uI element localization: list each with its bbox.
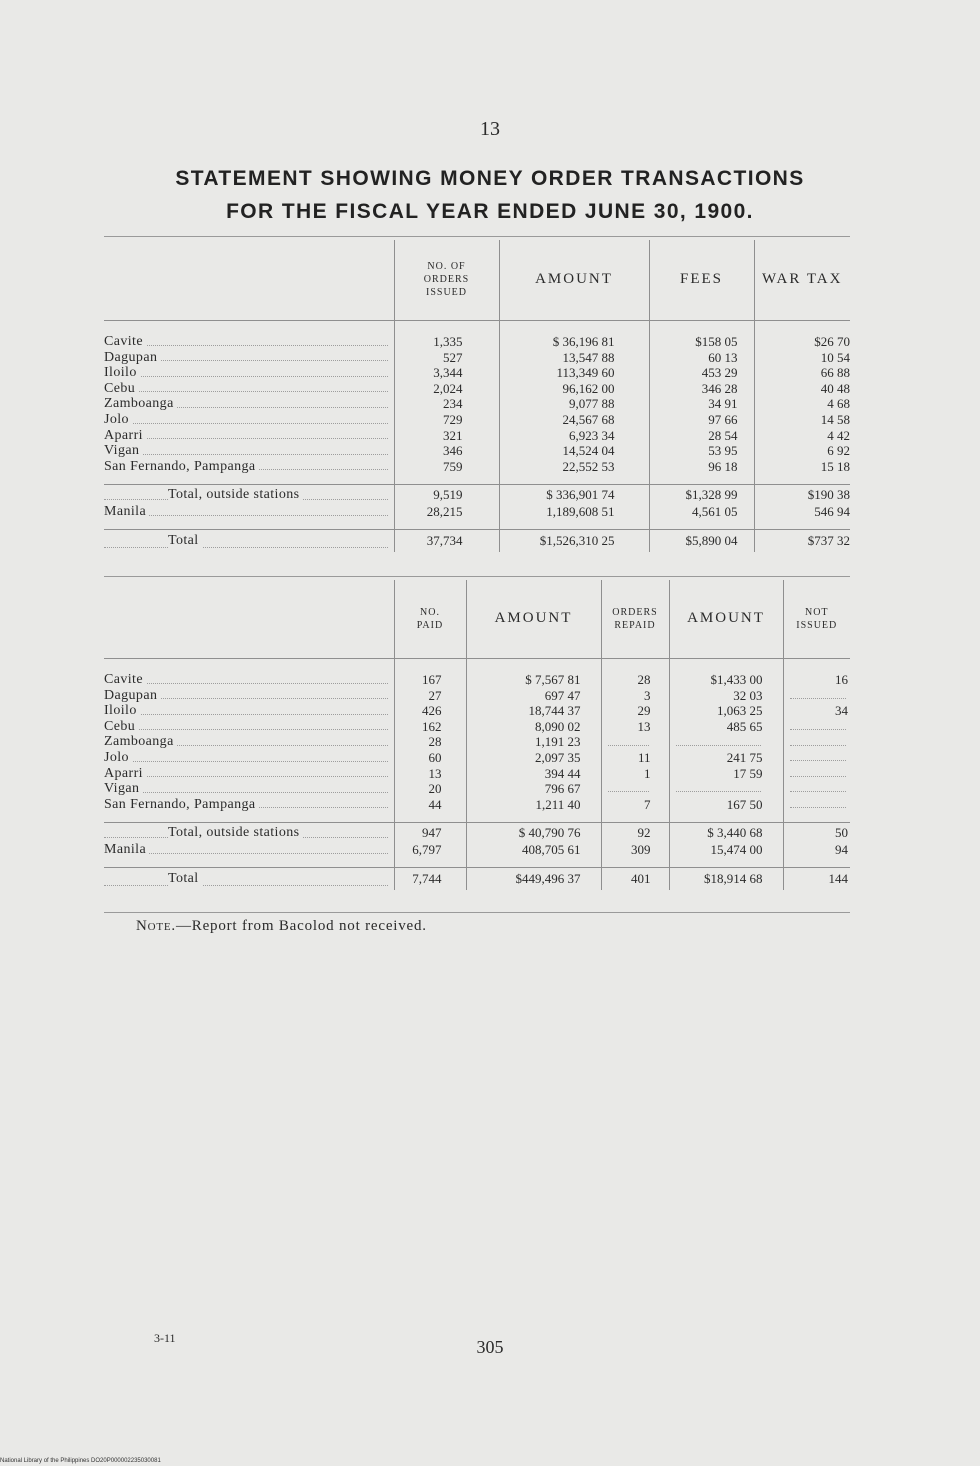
table-row: [104, 428, 850, 444]
station-name: Total: [168, 533, 202, 548]
header-repaid-amount: AMOUNT: [669, 580, 783, 658]
empty-dotted-cell: [608, 735, 649, 746]
not-issued-cell: 144: [783, 868, 850, 890]
fees-cell: 34 91: [649, 396, 754, 412]
orders-issued-cell: 9,519: [394, 484, 499, 504]
leader-dots: [104, 376, 388, 377]
signature-mark: 3-11: [154, 1331, 176, 1345]
war-tax-cell: 4 42: [754, 428, 850, 444]
station-name: Zamboanga: [104, 396, 177, 411]
war-tax-cell: 40 48: [754, 381, 850, 397]
amount-cell: 113,349 60: [499, 365, 649, 381]
station-name: San Fernando, Pampanga: [104, 797, 259, 812]
station-name-cell: [104, 868, 394, 890]
station-name: Aparri: [104, 428, 146, 443]
amount-cell: 14,524 04: [499, 443, 649, 459]
header-fees: FEES: [649, 240, 754, 320]
empty-dotted-cell: [790, 750, 847, 761]
table-row: [104, 781, 850, 797]
paid-count-cell: 426: [394, 703, 466, 719]
orders-issued-cell: 527: [394, 350, 499, 366]
station-name-cell: [104, 688, 394, 704]
money-orders-issued-table: [104, 240, 850, 552]
leader-dots: [104, 547, 388, 548]
paid-amount-cell: 18,744 37: [466, 703, 601, 719]
repaid-count-cell: 13: [601, 719, 669, 735]
station-name: Dagupan: [104, 688, 160, 703]
table2-stub-header: [104, 580, 394, 658]
leader-dots: [104, 438, 388, 439]
table-row: [104, 334, 850, 350]
station-name: Dagupan: [104, 350, 160, 365]
table1-stub-header: [104, 240, 394, 320]
war-tax-cell: 546 94: [754, 504, 850, 520]
table-row: [104, 719, 850, 735]
table-row: [104, 734, 850, 750]
paid-amount-cell: 1,211 40: [466, 797, 601, 813]
header-amount: AMOUNT: [499, 240, 649, 320]
station-name-cell: [104, 365, 394, 381]
orders-issued-cell: 729: [394, 412, 499, 428]
paid-count-cell: 28: [394, 734, 466, 750]
title-line-2: FOR THE FISCAL YEAR ENDED JUNE 30, 1900.: [226, 200, 754, 223]
amount-cell: 24,567 68: [499, 412, 649, 428]
repaid-amount-cell: $1,433 00: [669, 672, 783, 688]
not-issued-cell: 34: [783, 703, 850, 719]
fees-cell: 4,561 05: [649, 504, 754, 520]
table1-top-rule: [104, 236, 850, 237]
leader-dots: [104, 776, 388, 777]
station-name: Iloilo: [104, 703, 140, 718]
repaid-amount-cell: $18,914 68: [669, 868, 783, 890]
paid-count-cell: 167: [394, 672, 466, 688]
grand-total-row: [104, 530, 850, 552]
paid-count-cell: 27: [394, 688, 466, 704]
orders-issued-cell: 759: [394, 459, 499, 475]
station-name-cell: [104, 719, 394, 735]
repaid-amount-cell: 167 50: [669, 797, 783, 813]
leader-dots: [104, 885, 388, 886]
repaid-amount-cell: [669, 734, 783, 750]
station-name-cell: [104, 334, 394, 350]
repaid-amount-cell: 15,474 00: [669, 842, 783, 858]
station-name: Cebu: [104, 381, 138, 396]
repaid-count-cell: 1: [601, 766, 669, 782]
paid-amount-cell: $449,496 37: [466, 868, 601, 890]
fees-cell: $5,890 04: [649, 530, 754, 552]
spacer-row: [104, 858, 850, 868]
station-name: Vigan: [104, 443, 142, 458]
station-name-cell: [104, 350, 394, 366]
paid-amount-cell: 394 44: [466, 766, 601, 782]
spacer-row: [104, 658, 850, 672]
fees-cell: 96 18: [649, 459, 754, 475]
header-paid-amount: AMOUNT: [466, 580, 601, 658]
table-row: [104, 750, 850, 766]
station-name-cell: [104, 734, 394, 750]
empty-dotted-cell: [608, 781, 649, 792]
station-name-cell: [104, 822, 394, 842]
war-tax-cell: $737 32: [754, 530, 850, 552]
amount-cell: $1,526,310 25: [499, 530, 649, 552]
repaid-amount-cell: [669, 781, 783, 797]
paid-amount-cell: $ 40,790 76: [466, 822, 601, 842]
empty-dotted-cell: [676, 735, 761, 746]
station-name: Cebu: [104, 719, 138, 734]
spacer-row: [104, 520, 850, 530]
not-issued-cell: [783, 719, 850, 735]
station-name: Manila: [104, 842, 149, 857]
page-number: 13: [480, 118, 500, 140]
leader-dots: [104, 761, 388, 762]
spacer-row: [104, 320, 850, 334]
repaid-amount-cell: 17 59: [669, 766, 783, 782]
repaid-amount-cell: 485 65: [669, 719, 783, 735]
amount-cell: 22,552 53: [499, 459, 649, 475]
money-orders-paid-table: [104, 580, 850, 890]
station-name: Total, outside stations: [168, 825, 303, 840]
orders-issued-cell: 346: [394, 443, 499, 459]
station-name: Jolo: [104, 412, 132, 427]
empty-dotted-cell: [790, 797, 847, 808]
paid-count-cell: 20: [394, 781, 466, 797]
manila-row: [104, 504, 850, 520]
table-row: [104, 443, 850, 459]
station-name-cell: [104, 504, 394, 520]
paid-count-cell: 13: [394, 766, 466, 782]
leader-dots: [104, 792, 388, 793]
not-issued-cell: [783, 734, 850, 750]
report-note: [136, 918, 427, 935]
orders-issued-cell: 321: [394, 428, 499, 444]
station-name-cell: [104, 443, 394, 459]
station-name-cell: [104, 381, 394, 397]
amount-cell: 9,077 88: [499, 396, 649, 412]
amount-cell: 96,162 00: [499, 381, 649, 397]
station-name-cell: [104, 672, 394, 688]
orders-issued-cell: 234: [394, 396, 499, 412]
leader-dots: [104, 714, 388, 715]
station-name-cell: [104, 750, 394, 766]
fees-cell: 53 95: [649, 443, 754, 459]
repaid-count-cell: 7: [601, 797, 669, 813]
leader-dots: [104, 729, 388, 730]
war-tax-cell: 66 88: [754, 365, 850, 381]
paid-amount-cell: 1,191 23: [466, 734, 601, 750]
paid-amount-cell: $ 7,567 81: [466, 672, 601, 688]
paid-count-cell: 6,797: [394, 842, 466, 858]
war-tax-cell: 10 54: [754, 350, 850, 366]
war-tax-cell: $26 70: [754, 334, 850, 350]
station-name-cell: [104, 428, 394, 444]
manila-row: [104, 842, 850, 858]
table-row: [104, 703, 850, 719]
fees-cell: 97 66: [649, 412, 754, 428]
orders-issued-cell: 2,024: [394, 381, 499, 397]
orders-issued-cell: 37,734: [394, 530, 499, 552]
empty-dotted-cell: [790, 719, 847, 730]
repaid-count-cell: 309: [601, 842, 669, 858]
repaid-count-cell: [601, 781, 669, 797]
station-name-cell: [104, 412, 394, 428]
not-issued-cell: 50: [783, 822, 850, 842]
table-row: [104, 766, 850, 782]
fees-cell: $1,328 99: [649, 484, 754, 504]
station-name: Aparri: [104, 766, 146, 781]
fees-cell: 346 28: [649, 381, 754, 397]
station-name: San Fernando, Pampanga: [104, 459, 259, 474]
station-name: Cavite: [104, 672, 146, 687]
table2-top-rule: [104, 576, 850, 577]
table-row: [104, 350, 850, 366]
note-label: Note.: [136, 918, 176, 934]
empty-dotted-cell: [790, 781, 847, 792]
station-name: Zamboanga: [104, 734, 177, 749]
paid-amount-cell: 408,705 61: [466, 842, 601, 858]
amount-cell: $ 336,901 74: [499, 484, 649, 504]
leader-dots: [104, 423, 388, 424]
repaid-count-cell: 28: [601, 672, 669, 688]
not-issued-cell: [783, 688, 850, 704]
paid-amount-cell: 697 47: [466, 688, 601, 704]
title-line-1: STATEMENT SHOWING MONEY ORDER TRANSACTIONS: [175, 167, 805, 190]
folio-number: 305: [476, 1337, 504, 1357]
header-orders-issued: NO. OF ORDERS ISSUED: [394, 240, 499, 320]
repaid-amount-cell: $ 3,440 68: [669, 822, 783, 842]
table-row: [104, 396, 850, 412]
station-name: Total: [168, 871, 202, 886]
paid-count-cell: 60: [394, 750, 466, 766]
station-name-cell: [104, 797, 394, 813]
station-name-cell: [104, 703, 394, 719]
grand-total-row: [104, 868, 850, 890]
paid-count-cell: 947: [394, 822, 466, 842]
repaid-amount-cell: 241 75: [669, 750, 783, 766]
table-row: [104, 672, 850, 688]
total-outside-row: [104, 484, 850, 504]
table-row: [104, 797, 850, 813]
station-name-cell: [104, 530, 394, 552]
header-war-tax: WAR TAX: [754, 240, 850, 320]
war-tax-cell: $190 38: [754, 484, 850, 504]
repaid-count-cell: 29: [601, 703, 669, 719]
library-footer-mark: National Library of the Philippines DO20P000002235030081: [0, 1458, 161, 1464]
fees-cell: 60 13: [649, 350, 754, 366]
paid-amount-cell: 8,090 02: [466, 719, 601, 735]
header-no-paid: NO. PAID: [394, 580, 466, 658]
not-issued-cell: [783, 781, 850, 797]
repaid-amount-cell: 1,063 25: [669, 703, 783, 719]
amount-cell: 6,923 34: [499, 428, 649, 444]
orders-issued-cell: 3,344: [394, 365, 499, 381]
repaid-amount-cell: 32 03: [669, 688, 783, 704]
table-row: [104, 688, 850, 704]
spacer-row: [104, 474, 850, 484]
not-issued-cell: 16: [783, 672, 850, 688]
station-name-cell: [104, 396, 394, 412]
station-name-cell: [104, 781, 394, 797]
station-name: Jolo: [104, 750, 132, 765]
paid-count-cell: 7,744: [394, 868, 466, 890]
empty-dotted-cell: [790, 688, 847, 699]
table-row: [104, 365, 850, 381]
repaid-count-cell: 92: [601, 822, 669, 842]
paid-count-cell: 44: [394, 797, 466, 813]
station-name: Manila: [104, 504, 149, 519]
table-row: [104, 412, 850, 428]
repaid-count-cell: 3: [601, 688, 669, 704]
header-orders-repaid: ORDERS REPAID: [601, 580, 669, 658]
header-not-issued: NOT ISSUED: [783, 580, 850, 658]
station-name: Iloilo: [104, 365, 140, 380]
total-outside-row: [104, 822, 850, 842]
paid-amount-cell: 796 67: [466, 781, 601, 797]
station-name: Total, outside stations: [168, 487, 303, 502]
leader-dots: [104, 454, 388, 455]
amount-cell: 1,189,608 51: [499, 504, 649, 520]
station-name: Cavite: [104, 334, 146, 349]
empty-dotted-cell: [676, 781, 761, 792]
empty-dotted-cell: [790, 766, 847, 777]
table2-bottom-rule: [104, 912, 850, 913]
amount-cell: 13,547 88: [499, 350, 649, 366]
table-row: [104, 459, 850, 475]
fees-cell: $158 05: [649, 334, 754, 350]
leader-dots: [104, 391, 388, 392]
note-text: —Report from Bacolod not received.: [175, 918, 427, 934]
paid-count-cell: 162: [394, 719, 466, 735]
fees-cell: 453 29: [649, 365, 754, 381]
war-tax-cell: 14 58: [754, 412, 850, 428]
fees-cell: 28 54: [649, 428, 754, 444]
orders-issued-cell: 1,335: [394, 334, 499, 350]
station-name-cell: [104, 766, 394, 782]
repaid-count-cell: [601, 734, 669, 750]
war-tax-cell: 4 68: [754, 396, 850, 412]
empty-dotted-cell: [790, 735, 847, 746]
station-name-cell: [104, 484, 394, 504]
not-issued-cell: [783, 766, 850, 782]
table-row: [104, 381, 850, 397]
station-name-cell: [104, 459, 394, 475]
station-name: Vigan: [104, 781, 142, 796]
amount-cell: $ 36,196 81: [499, 334, 649, 350]
station-name-cell: [104, 842, 394, 858]
page-title: [0, 162, 980, 228]
paid-amount-cell: 2,097 35: [466, 750, 601, 766]
repaid-count-cell: 401: [601, 868, 669, 890]
war-tax-cell: 15 18: [754, 459, 850, 475]
orders-issued-cell: 28,215: [394, 504, 499, 520]
not-issued-cell: 94: [783, 842, 850, 858]
leader-dots: [104, 345, 388, 346]
not-issued-cell: [783, 797, 850, 813]
leader-dots: [104, 683, 388, 684]
not-issued-cell: [783, 750, 850, 766]
repaid-count-cell: 11: [601, 750, 669, 766]
spacer-row: [104, 812, 850, 822]
war-tax-cell: 6 92: [754, 443, 850, 459]
